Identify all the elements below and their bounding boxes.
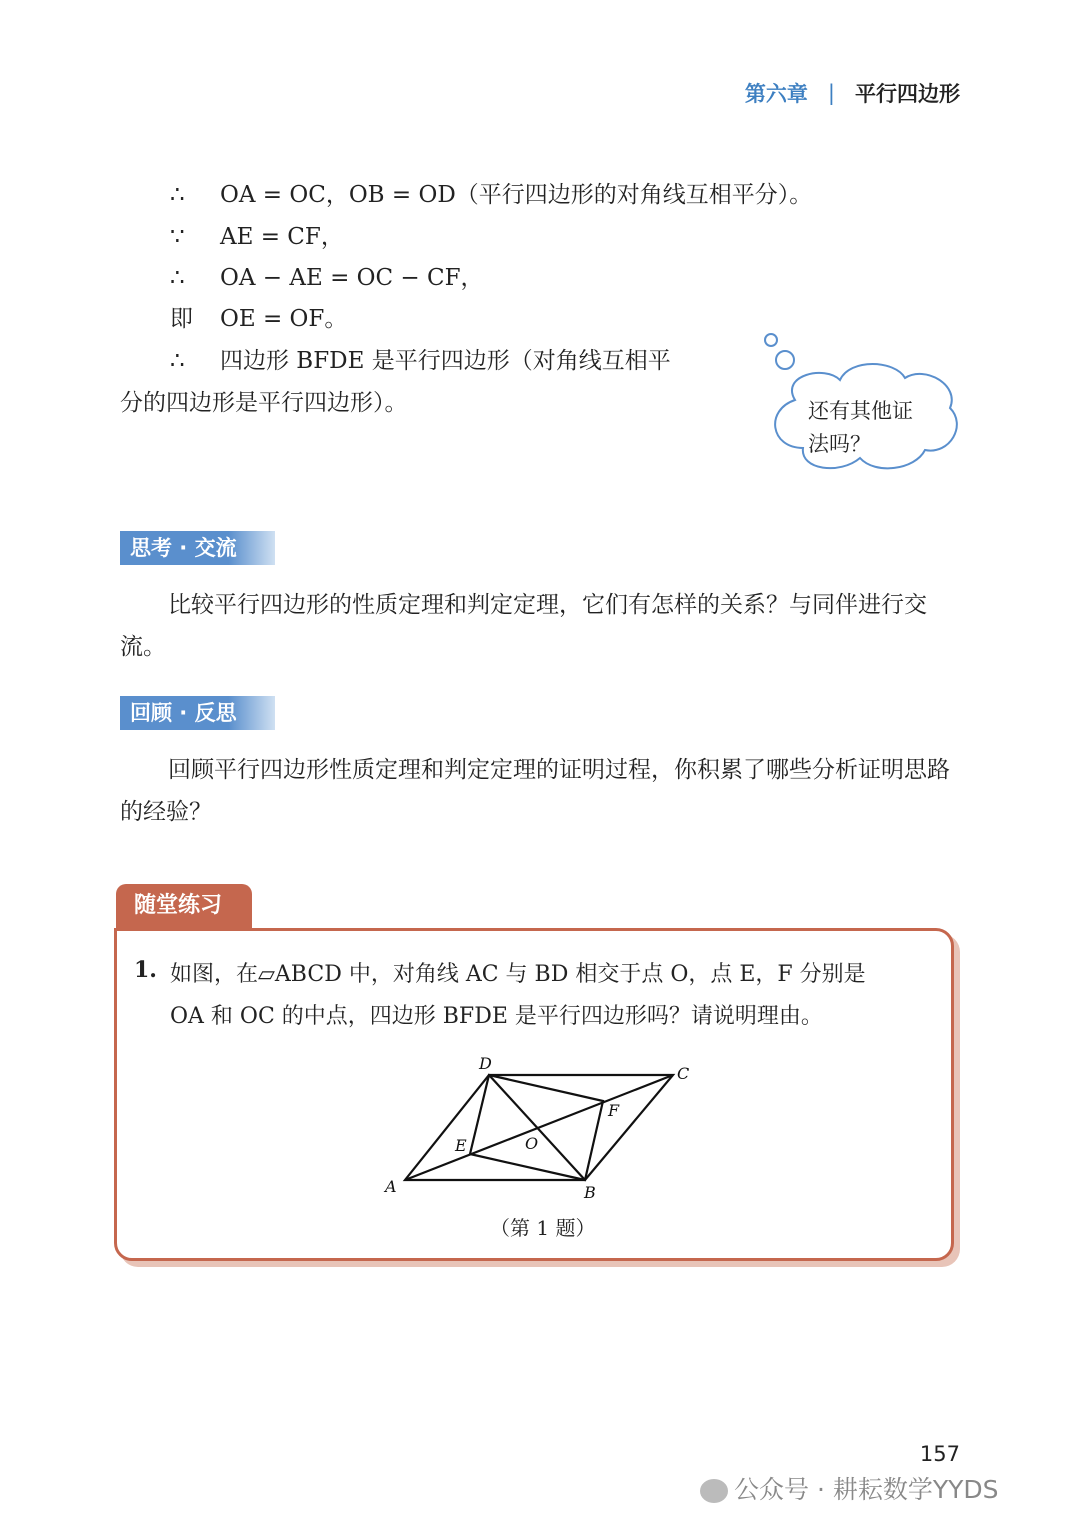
figure-caption: （第 1 题）	[490, 1216, 596, 1240]
proof-line: ∵ AE = CF，	[170, 224, 344, 250]
review-reflect-text: 回顾平行四边形性质定理和判定定理的证明过程，你积累了哪些分析证明思路的经验？	[120, 757, 950, 825]
exercise-number: 1.	[134, 957, 157, 983]
header-separator: |	[827, 81, 835, 105]
practice-tab: 随堂练习	[116, 884, 252, 928]
think-discuss-text: 比较平行四边形的性质定理和判定定理，它们有怎样的关系？与同伴进行交流。	[120, 592, 927, 660]
point-o-label: O	[525, 1134, 539, 1153]
proof-continuation: 分的四边形是平行四边形）。	[120, 390, 408, 416]
proof-line: ∴ OA − AE = OC − CF，	[170, 265, 484, 291]
point-a-label: A	[385, 1177, 397, 1196]
proof-line: ∴ 四边形 BFDE 是平行四边形（对角线互相平	[170, 348, 671, 374]
page-header	[745, 78, 960, 108]
think-discuss-tag: 思考 · 交流	[120, 531, 275, 565]
point-e-label: E	[455, 1136, 467, 1155]
wechat-icon	[700, 1479, 728, 1503]
page-number: 157	[919, 1442, 960, 1466]
exercise-line: OA 和 OC 的中点，四边形 BFDE 是平行四边形吗？请说明理由。	[170, 1004, 823, 1029]
chapter-label: 第六章	[744, 82, 808, 106]
point-b-label: B	[584, 1183, 596, 1202]
chapter-title: 平行四边形	[855, 82, 960, 106]
point-f-label: F	[608, 1101, 620, 1120]
review-reflect-tag: 回顾 · 反思	[120, 696, 275, 730]
parallelogram-figure	[375, 1050, 705, 1205]
proof-line: ∴ OA = OC，OB = OD（平行四边形的对角线互相平分）。	[170, 182, 813, 208]
point-c-label: C	[677, 1064, 690, 1083]
watermark: 公众号 · 耕耘数学YYDS	[700, 1470, 999, 1506]
bubble-text: 还有其他证 法吗？	[808, 399, 913, 456]
proof-line: 即 OE = OF。	[170, 306, 348, 332]
point-d-label: D	[479, 1054, 492, 1073]
exercise-line: 如图，在▱ABCD 中，对角线 AC 与 BD 相交于点 O，点 E，F 分别是	[170, 962, 866, 987]
